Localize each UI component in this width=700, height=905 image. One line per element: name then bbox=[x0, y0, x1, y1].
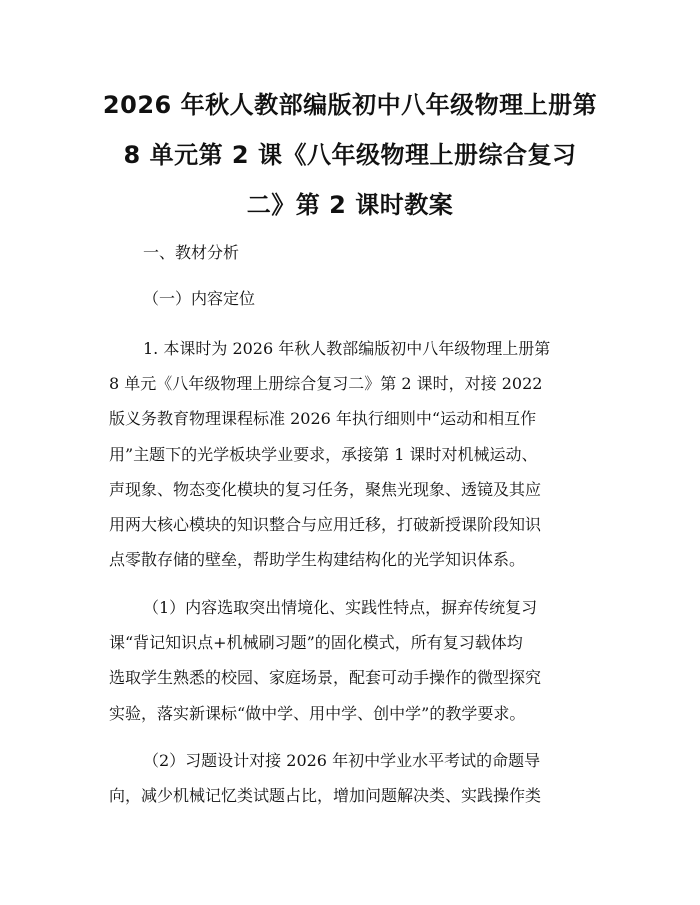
title-line: 2026 年秋人教部编版初中八年级物理上册第 bbox=[102, 91, 598, 119]
paragraph-line: 课“背记知识点+机械刷习题”的固化模式，所有复习载体均 bbox=[109, 633, 523, 653]
title-line: 8 单元第 2 课《八年级物理上册综合复习 bbox=[123, 141, 577, 169]
paragraph-line: 点零散存储的壁垒，帮助学生构建结构化的光学知识体系。 bbox=[109, 550, 526, 570]
title-line: 二》第 2 课时教案 bbox=[246, 191, 454, 219]
paragraph-exercise-design bbox=[109, 743, 599, 813]
paragraph-line: （2）习题设计对接 2026 年初中学业水平考试的命题导 bbox=[143, 751, 541, 770]
paragraph-line: 实验，落实新课标“做中学、用中学、创中学”的教学要求。 bbox=[109, 703, 526, 723]
paragraph-line: 声现象、物态变化模块的复习任务，聚焦光现象、透镜及其应 bbox=[109, 479, 542, 499]
paragraph-line: 向，减少机械记忆类试题占比，增加问题解决类、实践操作类 bbox=[109, 786, 542, 806]
paragraph-line: 用”主题下的光学板块学业要求，承接第 1 课时对机械运动、 bbox=[109, 444, 538, 464]
paragraph-situational bbox=[109, 590, 599, 731]
paragraph-line: 8 单元《八年级物理上册综合复习二》第 2 课时，对接 2022 bbox=[109, 374, 543, 394]
paragraph-line: （1）内容选取突出情境化、实践性特点，摒弃传统复习 bbox=[143, 598, 538, 617]
subsection-heading: （一）内容定位 bbox=[143, 289, 256, 308]
document-title bbox=[80, 80, 620, 230]
paragraph-line: 1. 本课时为 2026 年秋人教部编版初中八年级物理上册第 bbox=[143, 339, 551, 358]
paragraph-content-position bbox=[109, 331, 599, 577]
paragraph-line: 选取学生熟悉的校园、家庭场景，配套可动手操作的微型探究 bbox=[109, 668, 542, 688]
section-heading: 一、教材分析 bbox=[143, 243, 240, 262]
paragraph-line: 用两大核心模块的知识整合与应用迁移，打破新授课阶段知识 bbox=[109, 514, 542, 534]
paragraph-line: 版义务教育物理课程标准 2026 年执行细则中“运动和相互作 bbox=[109, 409, 537, 429]
